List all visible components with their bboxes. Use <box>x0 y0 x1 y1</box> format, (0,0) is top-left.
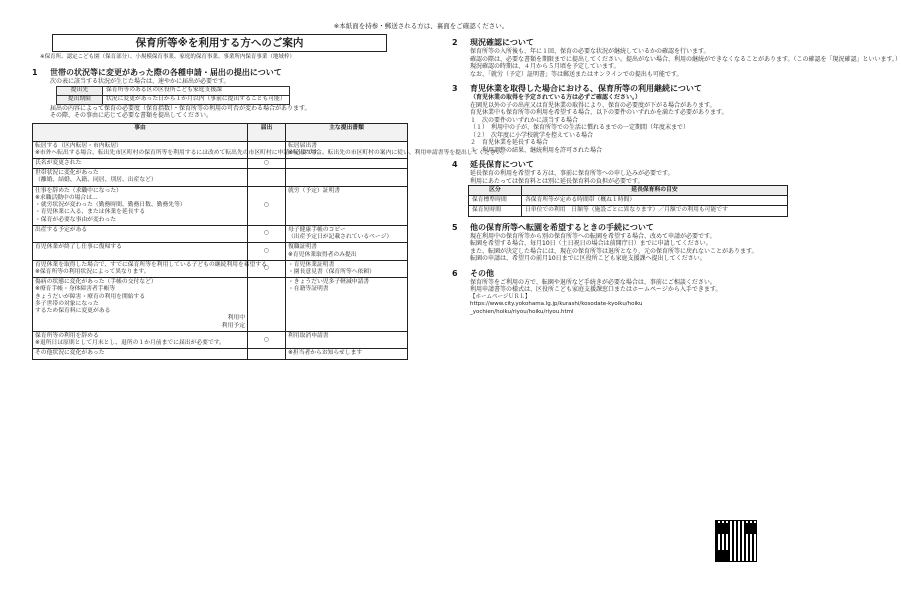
qr-code-icon[interactable] <box>715 520 757 562</box>
submission-info-table: 提出先 保育所等のある区の区役所こども家庭支援課 提出期限 状況に変更があった日から１か月以内（事前に提出することも可能） <box>56 86 290 105</box>
header-report: 届出 <box>248 123 286 141</box>
report-mark: ○ <box>248 225 286 242</box>
section-2-line: なお、「就労（予定）証明書」等は郵送またはオンラインでの提出も可能です。 <box>470 70 683 78</box>
section-5-line: 現在利用中の保育所等から別の保育所等への転園を希望する場合、改めて申請が必要です。 <box>470 232 716 240</box>
document-line: 復職証明書 <box>288 244 317 251</box>
section-6-heading: 6 その他 <box>452 268 494 278</box>
section-2-heading: 2 現況確認について <box>452 38 534 47</box>
table-row <box>33 186 408 225</box>
reason-line: 保育所等の利用を辞める <box>35 332 99 339</box>
section-1-intro-3: その際、その事由に応じて必要な書類を提出してください。 <box>50 112 213 119</box>
table-row <box>33 169 408 186</box>
table-row <box>33 158 408 168</box>
header-reason: 事由 <box>33 123 248 141</box>
section-1-intro: 次の表に該当する状況が生じた場合は、速やかに届出が必要です。 <box>50 78 230 85</box>
section-5-heading: 5 他の保育所等へ転園を希望するときの手続について <box>452 222 654 232</box>
table-row <box>33 260 408 277</box>
report-mark <box>248 349 286 359</box>
reason-line: その他状況に変化があった <box>35 350 105 357</box>
row-reason <box>33 260 267 277</box>
document-line: ・きょうだい児多子軽減申請書 <box>288 279 370 286</box>
section-1-heading: 1 世帯の状況等に変更があった際の各種申請・届出の提出について <box>32 68 282 77</box>
reason-line: ・就労状況が変わった（勤務時間、勤務日数、勤務先等） <box>35 202 186 209</box>
table-row <box>33 243 408 260</box>
table-row <box>33 278 408 332</box>
section-3-heading: 3 育児休業を取得した場合における、保育所等の利用継続について <box>452 84 702 93</box>
row-reason <box>33 158 248 168</box>
section-4-line: 利用にあたっては保育料とは別に延長保育料の負担が必要です。 <box>470 177 644 185</box>
table-row <box>33 141 408 158</box>
section-2-line: 確認の際は、必要な書類を期限までに提出してください。提出がない場合、利用の継続ができなくなることがあります。（この確認を「現況確認」といいます。） <box>470 55 901 63</box>
reason-sub-label: 利用予定 <box>221 322 245 329</box>
reason-line: するため保育料に変更がある <box>35 308 111 315</box>
section-3-line: 育児休業中も保育所等の利用を希望する場合、以下の要件のいずれかを満たす必要があります。 <box>470 109 728 116</box>
title-note: ※保育所、認定こども園（保育部分）、小規模保育事業、家庭的保育事業、事業所内保育事業（地域枠） <box>40 54 295 60</box>
table-row <box>33 349 408 359</box>
row-documents <box>286 186 408 225</box>
row-reason <box>33 169 248 186</box>
report-mark: ○ <box>248 260 286 277</box>
row-reason <box>33 349 248 359</box>
reason-line: 出産する予定がある <box>35 226 88 233</box>
document-line: ※育児休業取得者のみ提出 <box>288 251 357 258</box>
row-documents <box>286 225 408 242</box>
row-documents <box>286 278 408 332</box>
report-mark <box>248 169 286 186</box>
section-3-item-line: １ 次の要件のいずれかに該当する場合 <box>470 116 579 124</box>
top-note: ※本紙面を持参・郵送される方は、裏面をご確認ください。 <box>333 22 509 30</box>
reason-line: （離婚、結婚、入籍、同居、別居、出産など） <box>35 177 157 184</box>
reason-line: 仕事を辞めた（求職中になった） <box>35 187 122 194</box>
row-documents <box>286 141 508 158</box>
section-3-item-line: （２） 次年度に小学校就学を控えている場合 <box>470 131 594 139</box>
row-documents <box>286 349 408 359</box>
reason-line: ※保育所等の利用状況によって異なります。 <box>35 269 150 276</box>
document-line: ※転出の場合、転出先の市区町村の案内に従い、利用申請書等を提出してください。 <box>288 149 508 156</box>
row-reason <box>33 331 248 348</box>
document-line: 母子健康手帳のコピー <box>288 226 346 233</box>
reason-line: ・保育が必要な事由が変わった <box>35 216 117 223</box>
row-documents <box>286 331 408 348</box>
section-4-heading: 4 延長保育について <box>452 160 534 169</box>
report-mark: ○ <box>248 158 286 168</box>
section-3-item-line: （１） 利用中の子が、保育所等での生活に慣れるまでの一定期間（年度末まで） <box>470 124 690 131</box>
row-documents <box>286 260 408 277</box>
reason-line: きょうだいが障害・療育の利用を開始する <box>35 293 146 300</box>
document-line: 利用取消申請書 <box>288 332 329 339</box>
right-column <box>452 34 901 316</box>
document-line: 転居届出書 <box>288 142 317 149</box>
homepage-link-cont[interactable]: _yochien/hoiku/riyou/hoiku/riyou.html <box>470 308 574 315</box>
row-documents <box>286 243 408 260</box>
reason-line: 転居する（区内転居・市内転居） <box>35 142 122 149</box>
reason-line: 育児休業を取得した場合で、すでに保育所等を利用している子どもの継続利用を希望する <box>35 261 267 268</box>
homepage-link[interactable]: https://www.city.yokohama.lg.jp/kurashi/kosodate-kyoiku/hoiku <box>470 301 643 308</box>
section-3-subheading: （育児休業の取得を予定されている方は必ずご確認ください。） <box>470 94 642 101</box>
document-line: ・育児休業証明書 <box>288 261 335 268</box>
table-row <box>33 225 408 242</box>
homepage-url-block <box>452 294 794 316</box>
document-line: （出産予定日が記載されているページ） <box>288 234 393 241</box>
row-reason <box>33 186 248 225</box>
document-line: ・園長意見書（保育所等へ依頼） <box>288 269 375 276</box>
report-mark <box>248 278 286 332</box>
reason-line: ・育児休業に入る、または休業を延長する <box>35 209 146 216</box>
section-5-line: また、転園が決定した場合には、現在の保育所等は退所となり、元の保育所等に戻れないことがあります。 <box>470 247 758 255</box>
document-line: ・在籍等証明書 <box>288 286 329 293</box>
document-line: 就労（予定）証明書 <box>288 187 341 194</box>
row-reason <box>33 243 248 260</box>
section-6-line: 保育所等をご利用の方で、転園や退所など手続きが必要な場合は、事前にご相談ください。 <box>470 278 716 286</box>
table-row <box>33 331 408 348</box>
section-3-item-line: ２ 育児休業を延長する場合 <box>470 139 549 146</box>
extended-care-table: 区分 延長保育料の目安 保育標準時間 各保育所等が定める時間帯（概ね１時間） 保育短時間 日単位での利用 日額等（施設ごとに異なります）／月額での利用も可能です <box>468 185 788 217</box>
header-documents: 主な提出書類 <box>286 123 408 141</box>
row-reason <box>33 225 248 242</box>
reason-line: 多子世帯の対象になった <box>35 300 99 307</box>
section-6-line: 利用申請書等の様式は、区役所こども家庭支援課窓口またはホームページから入手できます。 <box>470 286 722 294</box>
reason-line: 世帯状況に変化があった <box>35 170 99 177</box>
reason-line: ※療育手帳・身体障害者手帳等 <box>35 286 116 293</box>
report-mark: ○ <box>248 331 286 348</box>
section-5-line: 転園を希望する場合、毎月10日（土日祝日の場合は前開庁日）までに申請してください。 <box>470 240 712 248</box>
reason-line: ※市外へ転出する場合、転出先市区町村の保育所等を利用するには改めて転出先の市区町村に申請が必要です。 <box>35 149 324 156</box>
row-documents <box>286 169 408 186</box>
reason-line: 育児休業が終了し仕事に復帰する <box>35 244 122 251</box>
document-line: ※担当者からお知らせします <box>288 350 363 357</box>
reason-line: ※求職活動中の場合は… <box>35 194 98 201</box>
row-reason <box>33 278 248 332</box>
page-title: 保育所等※を利用する方へのご案内 <box>52 34 387 52</box>
report-mark: ○ <box>248 243 286 260</box>
report-mark: ○ <box>248 186 286 225</box>
reason-line: 傷病の状態に変化があった（手帳の交付など） <box>35 279 157 286</box>
reason-line: ※退所日は原則として月末とし、退所の１か月前までに届出が必要です。 <box>35 340 225 347</box>
reason-sub-label: 利用中 <box>227 315 245 322</box>
reason-line: 氏名が変更された <box>35 159 82 166</box>
section-1-intro-2: 届出の内容によって保育の必要度（保育指数）・保育所等の利用の可否が変わる場合があります。 <box>50 104 311 112</box>
section-4-line: 延長保育の利用を希望する方は、事前に保育所等への申し込みが必要です。 <box>470 170 674 177</box>
homepage-label: 【ホームページＵＲＬ】 <box>470 293 531 300</box>
section-5-line: 転園の申請は、希望月の前月10日までに区役所こども家庭支援課へ提出してください。 <box>470 255 706 263</box>
section-2-line: 保育所等の入所後も、年に１回、保育の必要な状況が継続しているかの確認を行います。 <box>470 48 710 55</box>
section-3-line: 在園児以外の子の出産又は育児休業の取得により、保育の必要度が下がる場合があります。 <box>470 101 716 109</box>
section-3-item-line: ３ 利用調整の結果、継続利用を許可された場合 <box>470 146 603 154</box>
section-2-line: 現況確認の時期は、４月から５月頃を予定しています。 <box>470 63 620 70</box>
row-documents <box>286 158 408 168</box>
